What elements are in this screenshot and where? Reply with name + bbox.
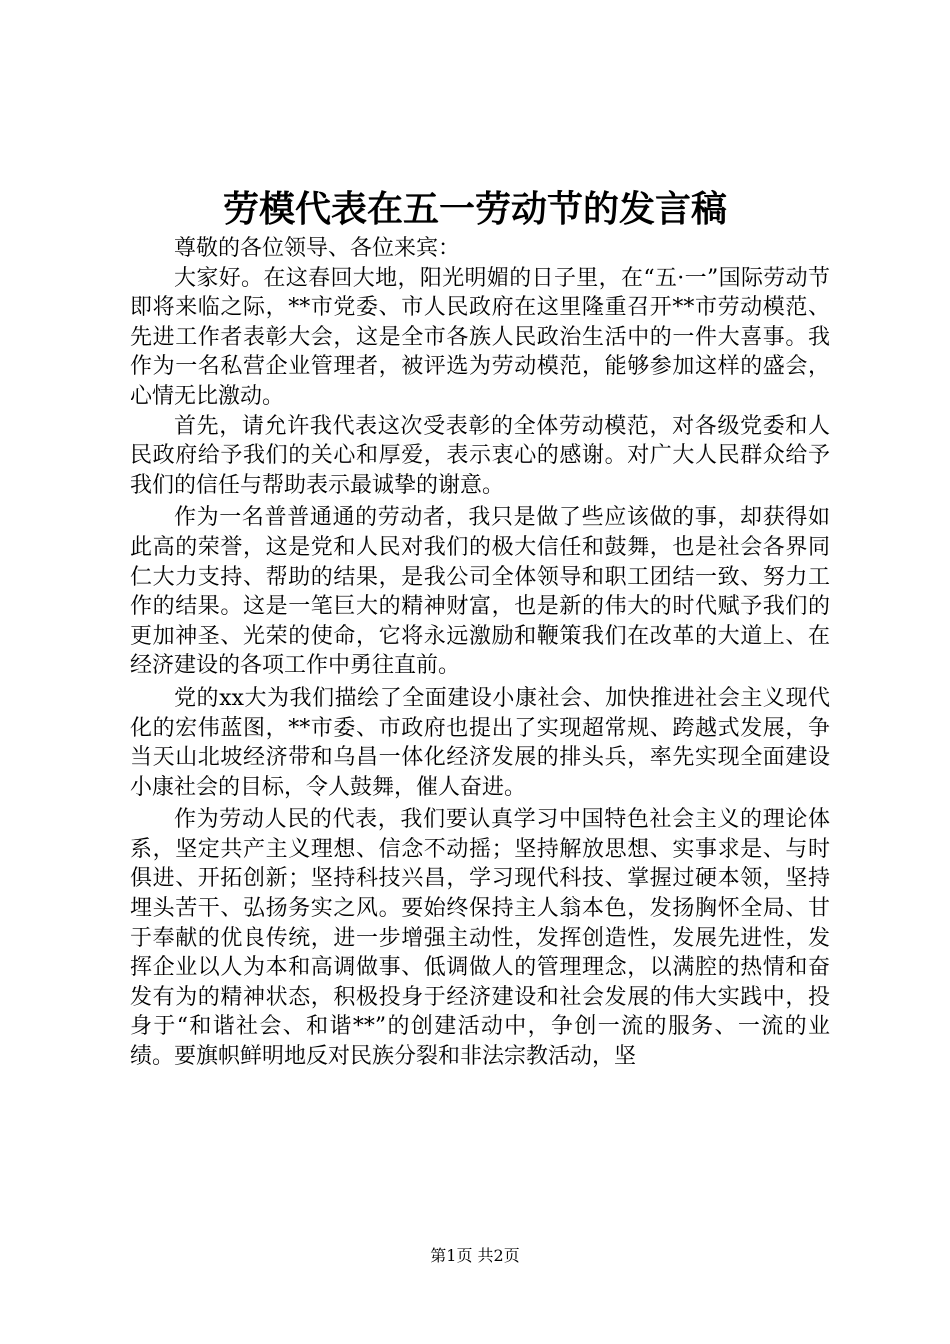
page-number-footer: 第1页 共2页 (430, 1246, 520, 1265)
document-body (130, 234, 830, 1072)
paragraph: 作为一名普普通通的劳动者，我只是做了些应该做的事，却获得如此高的荣誉，这是党和人民对我们的极大信任和鼓舞，也是社会各界同仁大力支持、帮助的结果，是我公司全体领导和职工团结一致、努力工作的结果。这是一笔巨大的精神财富，也是新的伟大的时代赋予我们的更加神圣、光荣的使命，它将永远激励和鞭策我们在改革的大道上、在经济建设的各项工作中勇往直前。 (130, 505, 830, 679)
salutation: 尊敬的各位领导、各位来宾： (174, 236, 461, 261)
paragraph: 大家好。在这春回大地，阳光明媚的日子里，在“五·一”国际劳动节即将来临之际，**市党委、市人民政府在这里隆重召开**市劳动模范、先进工作者表彰大会，这是全市各族人民政治生活中的一件大喜事。我作为一名私营企业管理者，被评选为劳动模范，能够参加这样的盛会，心情无比激动。 (130, 265, 830, 409)
paragraph: 首先，请允许我代表这次受表彰的全体劳动模范，对各级党委和人民政府给予我们的关心和厚爱，表示衷心的感谢。对广大人民群众给予我们的信任与帮助表示最诚挚的谢意。 (130, 413, 830, 498)
paragraph: 党的xx大为我们描绘了全面建设小康社会、加快推进社会主义现代化的宏伟蓝图，**市委、市政府也提出了实现超常规、跨越式发展，争当天山北坡经济带和乌昌一体化经济发展的排头兵，率先实现全面建设小康社会的目标，令人鼓舞，催人奋进。 (130, 685, 830, 800)
paragraph: 作为劳动人民的代表，我们要认真学习中国特色社会主义的理论体系，坚定共产主义理想、信念不动摇；坚持解放思想、实事求是、与时俱进、开拓创新；坚持科技兴昌，学习现代科技、掌握过硬本领，坚持埋头苦干、弘扬务实之风。要始终保持主人翁本色，发扬胸怀全局、甘于奉献的优良传统，进一步增强主动性，发挥创造性，发展先进性，发挥企业以人为本和高调做事、低调做人的管理理念，以满腔的热情和奋发有为的精神状态，积极投身于经济建设和社会发展的伟大实践中，投身于“和谐社会、和谐**”的创建活动中，争创一流的服务、一流的业绩。要旗帜鲜明地反对民族分裂和非法宗教活动，坚 (130, 807, 830, 1070)
document-title: 劳模代表在五一劳动节的发言稿 (222, 188, 727, 230)
